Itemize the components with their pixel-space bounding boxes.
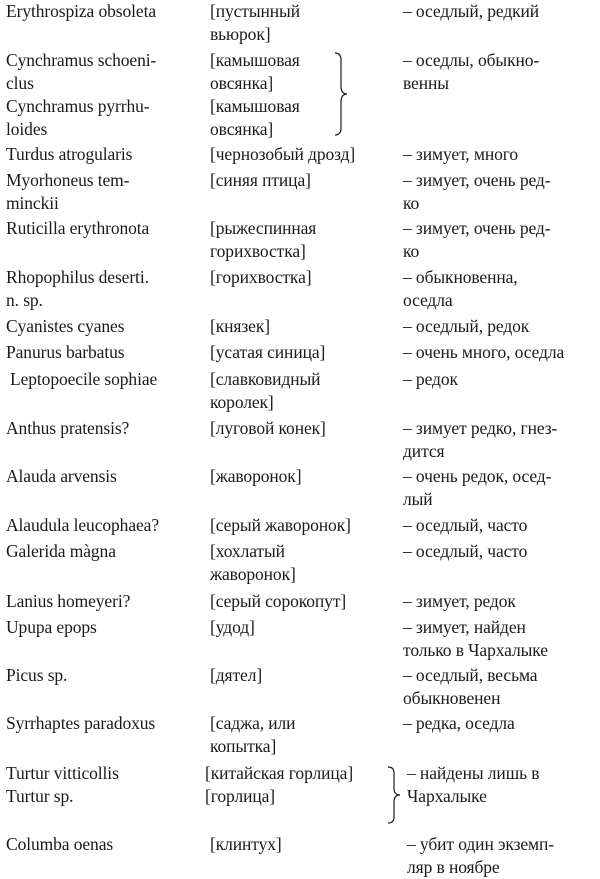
- species-note: – найдены лишь в: [407, 763, 540, 783]
- species-russian-name: жаворонок]: [210, 564, 296, 584]
- species-latin-name: minckii: [6, 193, 59, 213]
- species-note: венны: [403, 73, 449, 93]
- species-note: – оседлы, обыкно-: [403, 50, 540, 70]
- species-latin-name: Turdus atrogularis: [6, 144, 133, 164]
- species-note: – оседлый, редкий: [403, 1, 540, 21]
- species-note: – редка, оседла: [403, 713, 515, 733]
- species-russian-name: овсянка]: [210, 73, 274, 93]
- species-latin-name: Cynchramus pyrrhu-: [6, 96, 150, 116]
- species-russian-name: [камышовая: [210, 50, 300, 70]
- species-latin-name: Cynchramus schoeni-: [6, 50, 157, 70]
- group-brace: [332, 52, 350, 136]
- species-latin-name: Turtur vitticollis: [6, 763, 119, 783]
- species-russian-name: [рыжеспинная: [210, 218, 317, 238]
- species-note: оседла: [403, 290, 453, 310]
- species-russian-name: [дятел]: [210, 665, 263, 685]
- species-latin-name: Alauda arvensis: [6, 466, 117, 486]
- species-note: обыкновенен: [403, 688, 501, 708]
- species-latin-name: Panurus barbatus: [6, 342, 125, 362]
- species-latin-name: Turtur sp.: [6, 786, 74, 806]
- species-note: – очень много, оседла: [403, 342, 565, 362]
- species-russian-name: [пустынный: [210, 1, 300, 21]
- species-note: ко: [403, 241, 420, 261]
- species-latin-name: clus: [6, 73, 34, 93]
- species-latin-name: Picus sp.: [6, 665, 68, 685]
- species-note: – зимует редко, гнез-: [403, 418, 558, 438]
- species-russian-name: вьюрок]: [210, 24, 271, 44]
- species-russian-name: [саджа, или: [210, 713, 296, 733]
- species-latin-name: Cyanistes cyanes: [6, 316, 125, 336]
- species-russian-name: овсянка]: [210, 119, 274, 139]
- species-russian-name: [славковидный: [210, 369, 321, 389]
- species-russian-name: [усатая синица]: [210, 342, 326, 362]
- species-russian-name: [китайская горлица]: [205, 763, 354, 783]
- species-latin-name: Myorhoneus tem-: [6, 170, 130, 190]
- species-russian-name: [горлица]: [205, 786, 275, 806]
- species-note: Чархалыке: [407, 786, 487, 806]
- species-latin-name: Alaudula leucophaea?: [6, 515, 159, 535]
- species-latin-name: Galerida màgna: [6, 541, 116, 561]
- species-russian-name: [серый жаворонок]: [210, 515, 351, 535]
- species-latin-name: Erythrospiza obsoleta: [6, 1, 157, 21]
- species-note: – зимует, очень ред-: [403, 218, 551, 238]
- species-latin-name: Anthus pratensis?: [6, 418, 130, 438]
- species-russian-name: [хохлатый: [210, 541, 285, 561]
- species-note: лый: [403, 489, 433, 509]
- species-russian-name: [клинтух]: [210, 834, 282, 854]
- species-latin-name: Rhopophilus deserti.: [6, 267, 149, 287]
- species-latin-name: n. sp.: [6, 290, 43, 310]
- species-note: – оседлый, весьма: [403, 665, 538, 685]
- species-note: дится: [403, 441, 445, 461]
- species-latin-name: Columba oenas: [6, 834, 114, 854]
- species-latin-name: Upupa epops: [6, 617, 97, 637]
- species-latin-name: Leptopoecile sophiae: [10, 369, 158, 389]
- species-russian-name: [жаворонок]: [210, 466, 302, 486]
- species-note: ляр в ноябре: [407, 857, 500, 877]
- species-russian-name: [серый сорокопут]: [210, 591, 347, 611]
- species-note: – редок: [403, 369, 458, 389]
- species-russian-name: горихвостка]: [210, 241, 306, 261]
- species-note: – обыкновенна,: [403, 267, 518, 287]
- species-note: – зимует, найден: [403, 617, 526, 637]
- species-note: только в Чархалыке: [403, 640, 548, 660]
- species-note: – оседлый, редок: [403, 316, 530, 336]
- species-note: ко: [403, 193, 420, 213]
- species-latin-name: Syrrhaptes paradoxus: [6, 713, 156, 733]
- species-note: – оседлый, часто: [403, 515, 528, 535]
- species-latin-name: loides: [6, 119, 48, 139]
- species-note: – зимует, много: [403, 144, 519, 164]
- group-brace: [385, 766, 403, 824]
- species-latin-name: Lanius homeyeri?: [6, 591, 131, 611]
- species-russian-name: [чернозобый дрозд]: [210, 144, 356, 164]
- species-russian-name: [луговой конек]: [210, 418, 326, 438]
- species-russian-name: [горихвостка]: [210, 267, 312, 287]
- species-note: – зимует, очень ред-: [403, 170, 551, 190]
- species-note: – зимует, редок: [403, 591, 516, 611]
- species-russian-name: королек]: [210, 392, 274, 412]
- species-note: – убит один экземп-: [407, 834, 555, 854]
- species-note: – очень редок, осед-: [403, 466, 552, 486]
- species-russian-name: [князек]: [210, 316, 270, 336]
- species-latin-name: Ruticilla erythronota: [6, 218, 150, 238]
- species-russian-name: [синяя птица]: [210, 170, 311, 190]
- species-russian-name: [удод]: [210, 617, 255, 637]
- species-russian-name: [камышовая: [210, 96, 300, 116]
- species-note: – оседлый, часто: [403, 541, 528, 561]
- species-russian-name: копытка]: [210, 736, 277, 756]
